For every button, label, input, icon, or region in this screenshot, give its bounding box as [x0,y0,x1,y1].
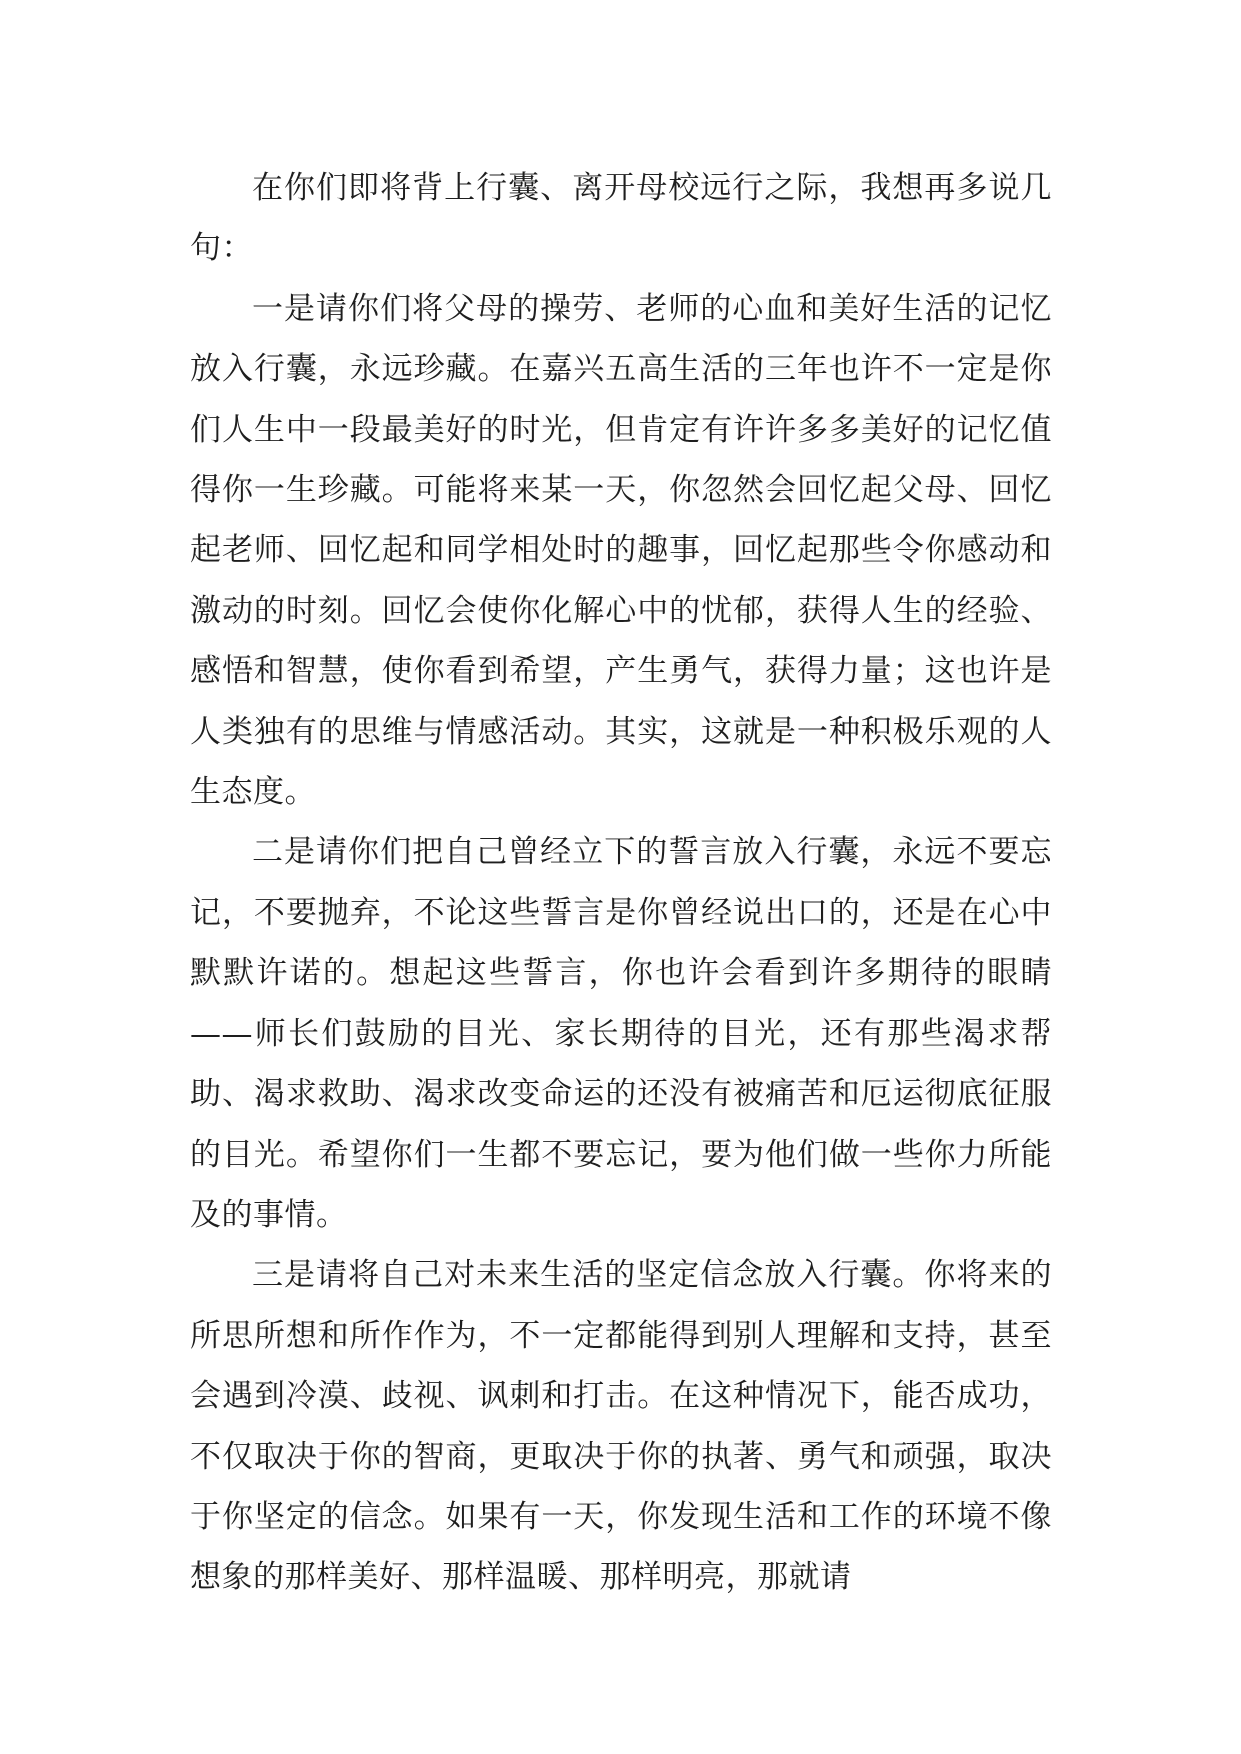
document-body [190,158,1052,1608]
paragraph-third-point: 三是请将自己对未来生活的坚定信念放入行囊。你将来的所思所想和所作作为，不一定都能得到别人理解和支持，甚至会遇到冷漠、歧视、讽刺和打击。在这种情况下，能否成功，不仅取决于你的智商，更取决于你的执著、勇气和顽强，取决于你坚定的信念。如果有一天，你发现生活和工作的环境不像想象的那样美好、那样温暖、那样明亮，那就请 [190,1257,1052,1596]
paragraph-intro: 在你们即将背上行囊、离开母校远行之际，我想再多说几句： [190,170,1052,267]
paragraph-first-point: 一是请你们将父母的操劳、老师的心血和美好生活的记忆放入行囊，永远珍藏。在嘉兴五高生活的三年也许不一定是你们人生中一段最美好的时光，但肯定有许许多多美好的记忆值得你一生珍藏。可能将来某一天，你忽然会回忆起父母、回忆起老师、回忆起和同学相处时的趣事，回忆起那些令你感动和激动的时刻。回忆会使你化解心中的忧郁，获得人生的经验、感悟和智慧，使你看到希望，产生勇气，获得力量；这也许是人类独有的思维与情感活动。其实，这就是一种积极乐观的人生态度。 [190,290,1052,811]
paragraph-second-point: 二是请你们把自己曾经立下的誓言放入行囊，永远不要忘记，不要抛弃，不论这些誓言是你曾经说出口的，还是在心中默默许诺的。想起这些誓言，你也许会看到许多期待的眼睛——师长们鼓励的目光、家长期待的目光，还有那些渴求帮助、渴求救助、渴求改变命运的还没有被痛苦和厄运彻底征服的目光。希望你们一生都不要忘记，要为他们做一些你力所能及的事情。 [190,834,1052,1233]
